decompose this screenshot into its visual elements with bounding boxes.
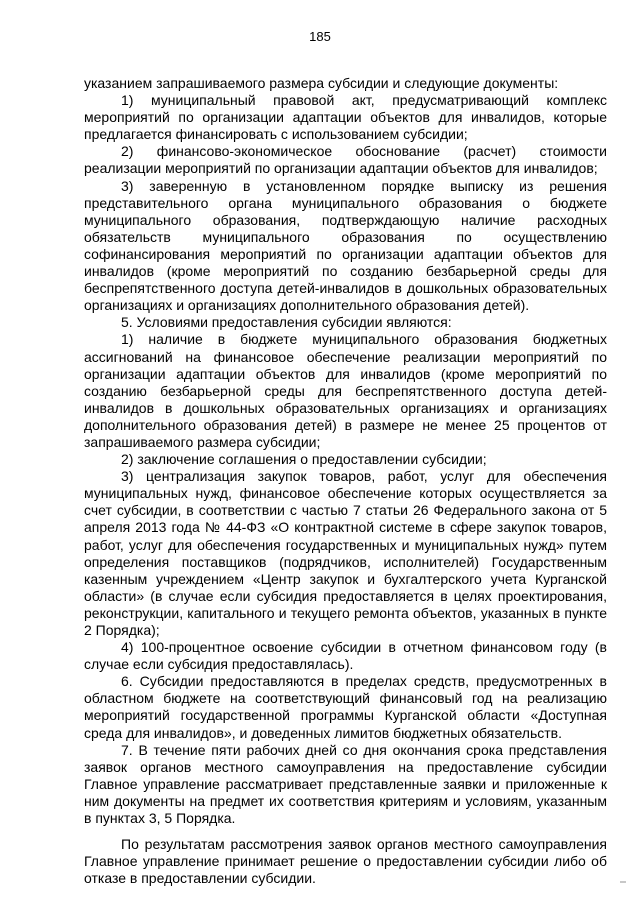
paragraph-section-5-heading: 5. Условиями предоставления субсидии являются: bbox=[121, 314, 452, 331]
page-number: 185 bbox=[309, 29, 331, 44]
paragraph-condition-full-use: 4) 100-процентное освоение субсидии в отчетном финансовом году (в случае если субсидия предоставлялась). bbox=[84, 639, 607, 673]
paragraph-item-municipal-act: 1) муниципальный правовой акт, предусматривающий комплекс мероприятий по организации адаптации объектов для инвалидов, которые предлагается финансировать с использованием субсидии; bbox=[84, 92, 607, 143]
paragraph-condition-procurement: 3) централизация закупок товаров, работ, услуг для обеспечения муниципальных нужд, финансовое обеспечение которых осуществляется за счет субсидии, в соответствии с частью 7 статьи 26 Федерального закона от 5 апреля 2013 года № 44-ФЗ «О контрактной системе в сфере закупок товаров, работ, услуг для обеспечения государственных и муниципальных нужд» путем определения поставщиков (подрядчиков, исполнителей) Государственным казенным учреждением «Центр закупок и бухгалтерского учета Курганской области» (в случае если субсидия предоставляется в целях проектирования, реконструкции, капитального и текущего ремонта объектов, указанных в пункте 2 Порядка); bbox=[84, 468, 607, 638]
paragraph-decision: По результатам рассмотрения заявок органов местного самоуправления Главное управление принимает решение о предоставлении субсидии либо об отказе в предоставлении субсидии. bbox=[84, 836, 607, 887]
paragraph-continuation: указанием запрашиваемого размера субсидии и следующие документы: bbox=[84, 75, 559, 91]
document-body bbox=[84, 75, 607, 887]
paragraph-condition-agreement: 2) заключение соглашения о предоставлении субсидии; bbox=[121, 451, 487, 468]
paragraph-item-budget-extract: 3) заверенную в установленном порядке выписку из решения представительного органа муниципального образования о бюджете муниципального образования, подтверждающую наличие расходных обязательств муниципального образования по осуществлению софинансирования мероприятий по организации адаптации объектов для инвалидов (кроме мероприятий по созданию безбарьерной среды для беспрепятственного доступа детей-инвалидов в дошкольных образовательных организациях и организациях дополнительного образования детей). bbox=[84, 177, 607, 314]
scan-artifact-mark bbox=[620, 881, 626, 883]
paragraph-condition-budget-allocation: 1) наличие в бюджете муниципального образования бюджетных ассигнований на финансовое обеспечение реализации мероприятий по организации адаптации объектов для инвалидов (кроме мероприятий по созданию безбарьерной среды для беспрепятственного доступа детей-инвалидов в дошкольных образовательных организациях и организациях дополнительного образования детей) в размере не менее 25 процентов от запрашиваемого размера субсидии; bbox=[84, 331, 607, 450]
paragraph-section-6: 6. Субсидии предоставляются в пределах средств, предусмотренных в областном бюджете на соответствующий финансовый год на реализацию мероприятий государственной программы Курганской области «Доступная среда для инвалидов», и доведенных лимитов бюджетных обязательств. bbox=[84, 673, 607, 741]
paragraph-section-7: 7. В течение пяти рабочих дней со дня окончания срока представления заявок органов местного самоуправления на предоставление субсидии Главное управление рассматривает представленные заявки и приложенные к ним документы на предмет их соответствия критериям и условиям, указанным в пунктах 3, 5 Порядка. bbox=[84, 741, 607, 827]
paragraph-item-financial-justification: 2) финансово-экономическое обоснование (расчет) стоимости реализации мероприятий по организации адаптации объектов для инвалидов; bbox=[84, 143, 607, 177]
